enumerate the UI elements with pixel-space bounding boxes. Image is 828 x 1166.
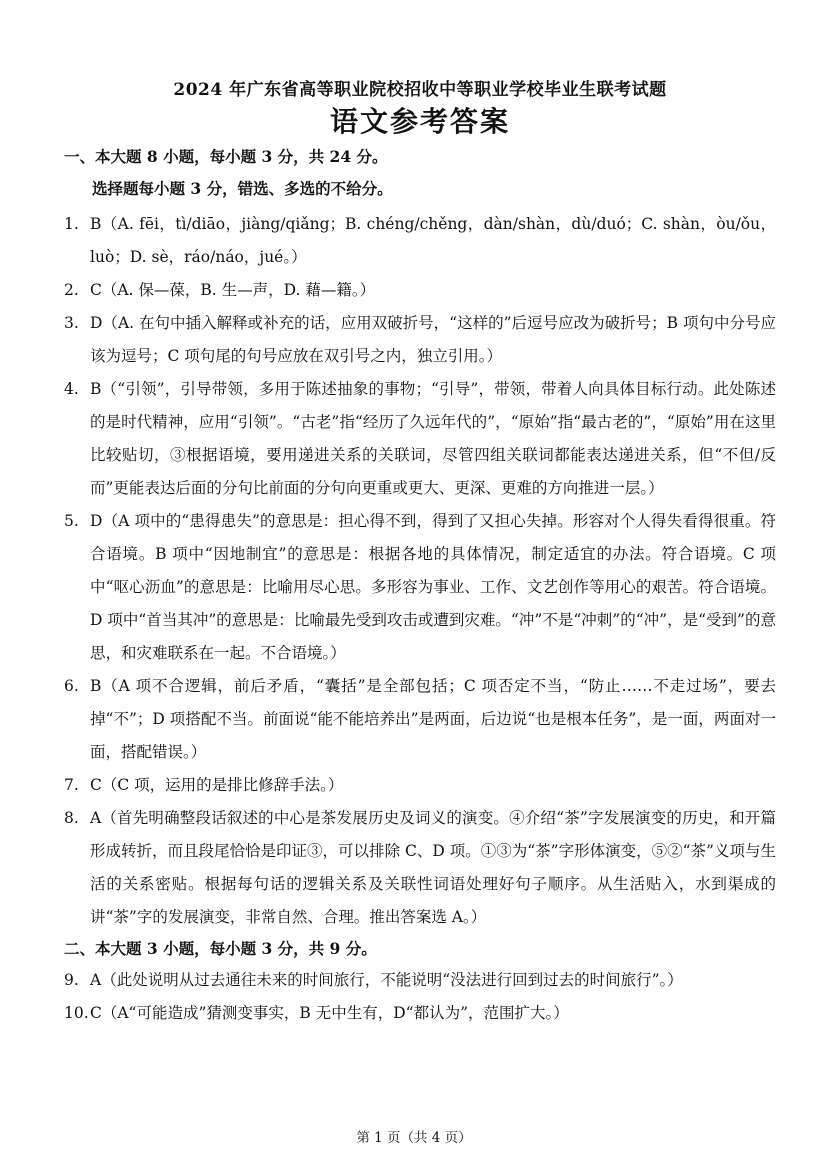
answer-text: B（A. fēi，tì/diāo，jiàng/qiǎng；B. chéng/chěng，dàn/shàn，dù/duó；C. shàn，òu/ǒu，luò；D. sè，ráo/náo，jué。） xyxy=(90,215,776,266)
page-footer: 第 1 页（共 4 页） xyxy=(356,1130,472,1146)
answer-number: 4. xyxy=(64,380,79,398)
answer-text: B（“引领”，引导带领，多用于陈述抽象的事物；“引导”，带领，带着人向具体目标行动。此处陈述的是时代精神，应用“引领”。“古老”指“经历了久远年代的”，“原始”指“最古老的”，“原始”用在这里比较贴切，③根据语境，要用递进关系的关联词，尽管四组关联词都能表达递进关系，但“不但/反而”更能表达后面的分句比前面的分句向更重或更大、更深、更难的方向推进一层。） xyxy=(90,380,776,497)
answer-text: C（A“可能造成”猜测变事实，B 无中生有，D“都认为”，范围扩大。） xyxy=(90,1004,569,1022)
answer-number: 1. xyxy=(64,215,79,233)
section-1-heading: 一、本大题 8 小题，每小题 3 分，共 24 分。 xyxy=(64,147,388,166)
answer-text: D（A. 在句中插入解释或补充的话，应用双破折号，“这样的”后逗号应改为破折号；B 项句中分号应该为逗号；C 项句尾的句号应放在双引号之内，独立引用。） xyxy=(90,314,776,365)
answer-number: 7. xyxy=(64,776,79,794)
answer-number: 5. xyxy=(64,512,79,530)
answer-text: A（首先明确整段话叙述的中心是茶发展历史及词义的演变。④介绍“茶”字发展演变的历史，和开篇形成转折，而且段尾恰恰是印证③，可以排除 C、D 项。①③为“茶”字形体演变，⑤②“茶”义项与生活的关系密贴。根据每句话的逻辑关系及关联性词语处理好句子顺序。从生活贴入，水到渠成的讲“茶”字的发展演变，非常自然、合理。推出答案选 A。） xyxy=(90,809,776,926)
answer-number: 8. xyxy=(64,809,79,827)
section-2-answers xyxy=(64,964,776,1030)
answer-number: 10. xyxy=(64,1004,89,1022)
answer-item-10 xyxy=(64,997,776,1030)
section-1-note: 选择题每小题 3 分，错选、多选的不给分。 xyxy=(92,179,393,198)
section-1-answers xyxy=(64,208,776,934)
answer-text: C（A. 保—葆，B. 生—声，D. 藉—籍。） xyxy=(90,281,376,299)
answer-item-7 xyxy=(64,769,776,802)
section-2-heading: 二、本大题 3 小题，每小题 3 分，共 9 分。 xyxy=(64,939,377,958)
answer-number: 6. xyxy=(64,677,79,695)
answer-item-4 xyxy=(64,373,776,505)
answer-number: 9. xyxy=(64,971,79,989)
answer-subtitle: 语文参考答案 xyxy=(329,105,510,138)
answer-text: B（A 项不合逻辑，前后矛盾，“囊括”是全部包括；C 项否定不当，“防止……不走过场”，要去掉“不”；D 项搭配不当。前面说“能不能培养出”是两面，后边说“也是根本任务”，是一面，两面对一面，搭配错误。） xyxy=(90,677,776,761)
answer-text: D（A 项中的“患得患失”的意思是：担心得不到，得到了又担心失掉。形容对个人得失看得很重。符合语境。B 项中“因地制宜”的意思是：根据各地的具体情况，制定适宜的办法。符合语境。C 项中“呕心沥血”的意思是：比喻用尽心思。多形容为事业、工作、文艺创作等用心的艰苦。符合语境。D 项中“首当其冲”的意思是：比喻最先受到攻击或遭到灾难。“冲”不是“冲刺”的“冲”，是“受到”的意思，和灾难联系在一起。不合语境。） xyxy=(90,512,776,662)
answer-item-6 xyxy=(64,670,776,769)
answer-text: A（此处说明从过去通往未来的时间旅行，不能说明“没法进行回到过去的时间旅行”。） xyxy=(90,971,683,989)
answer-text: C（C 项，运用的是排比修辞手法。） xyxy=(90,776,344,794)
exam-title: 2024 年广东省高等职业院校招收中等职业学校毕业生联考试题 xyxy=(173,80,667,100)
answer-number: 3. xyxy=(64,314,79,332)
answer-item-5 xyxy=(64,505,776,670)
answer-number: 2. xyxy=(64,281,79,299)
answer-item-9 xyxy=(64,964,776,997)
answer-item-1 xyxy=(64,208,776,274)
answer-item-8 xyxy=(64,802,776,934)
answer-item-2 xyxy=(64,274,776,307)
answer-item-3 xyxy=(64,307,776,373)
